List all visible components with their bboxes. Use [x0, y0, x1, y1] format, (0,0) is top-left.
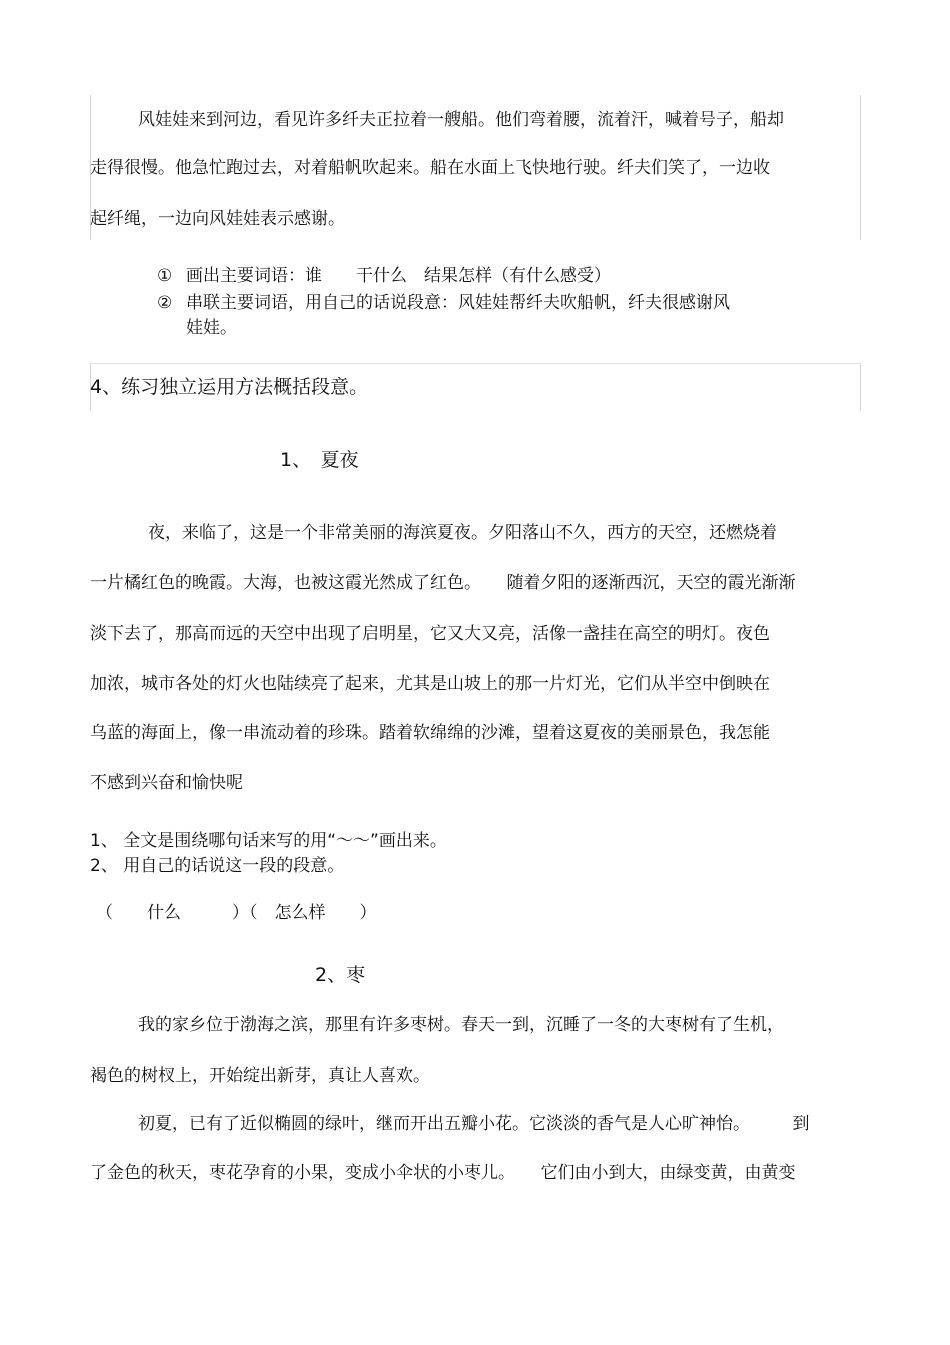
- question-1: 1、 全文是围绕哪句话来写的用“～～”画出来。: [90, 831, 447, 851]
- step-1-marker: ①: [157, 266, 173, 286]
- frame-heading-top: [90, 363, 861, 364]
- xiaye-line: 一片橘红色的晚霞。大海，也被这霞光然成了红色。 随着夕阳的逐渐西沉，天空的霞光渐渐: [90, 573, 796, 593]
- zao-line: 褐色的树杈上，开始绽出新芽，真让人喜欢。: [90, 1066, 430, 1086]
- xiaye-line: 加浓，城市各处的灯火也陆续亮了起来，尤其是山坡上的那一片灯光，它们从半空中倒映在: [90, 674, 770, 694]
- passage-line: 风娃娃来到河边，看见许多纤夫正拉着一艘船。他们弯着腰，流着汗，喊着号子，船却: [138, 110, 784, 130]
- step-1-text: 画出主要词语：谁 干什么 结果怎样（有什么感受）: [186, 266, 611, 286]
- step-2-text-cont: 娃娃。: [186, 318, 237, 338]
- zao-line: 我的家乡位于渤海之滨，那里有许多枣树。春天一到，沉睡了一冬的大枣树有了生机，: [138, 1015, 784, 1035]
- xiaye-line: 淡下去了，那高而远的天空中出现了启明星，它又大又亮，活像一盏挂在高空的明灯。夜色: [90, 624, 770, 644]
- zao-line: 初夏，已有了近似椭圆的绿叶，继而开出五瓣小花。它淡淡的香气是人心旷神怡。 到: [138, 1114, 810, 1134]
- zao-line: 了金色的秋天，枣花孕育的小果，变成小伞状的小枣儿。 它们由小到大，由绿变黄，由黄变: [90, 1163, 796, 1183]
- step-2-marker: ②: [157, 293, 173, 313]
- xiaye-line: 乌蓝的海面上，像一串流动着的珍珠。踏着软绵绵的沙滩，望着这夏夜的美丽景色，我怎能: [90, 723, 770, 743]
- section-4-heading: 4、练习独立运用方法概括段意。: [90, 376, 369, 398]
- xiaye-title: 1、 夏夜: [280, 449, 359, 471]
- xiaye-line: 夜，来临了，这是一个非常美丽的海滨夏夜。夕阳落山不久，西方的天空，还燃烧着: [148, 523, 777, 543]
- zao-title: 2、枣: [315, 964, 366, 986]
- xiaye-line: 不感到兴奋和愉快呢: [90, 773, 243, 793]
- passage-line: 起纤绳，一边向风娃娃表示感谢。: [90, 209, 345, 229]
- frame-heading-right: [860, 363, 861, 411]
- passage-line: 走得很慢。他急忙跑过去，对着船帆吹起来。船在水面上飞快地行驶。纤夫们笑了，一边收: [90, 158, 770, 178]
- answer-blank: （ 什么 ）（ 怎么样 ）: [96, 903, 377, 923]
- frame-right-top: [860, 95, 861, 240]
- step-2-text: 串联主要词语，用自己的话说段意：风娃娃帮纤夫吹船帆，纤夫很感谢风: [186, 293, 730, 313]
- question-2: 2、 用自己的话说这一段的段意。: [90, 856, 345, 876]
